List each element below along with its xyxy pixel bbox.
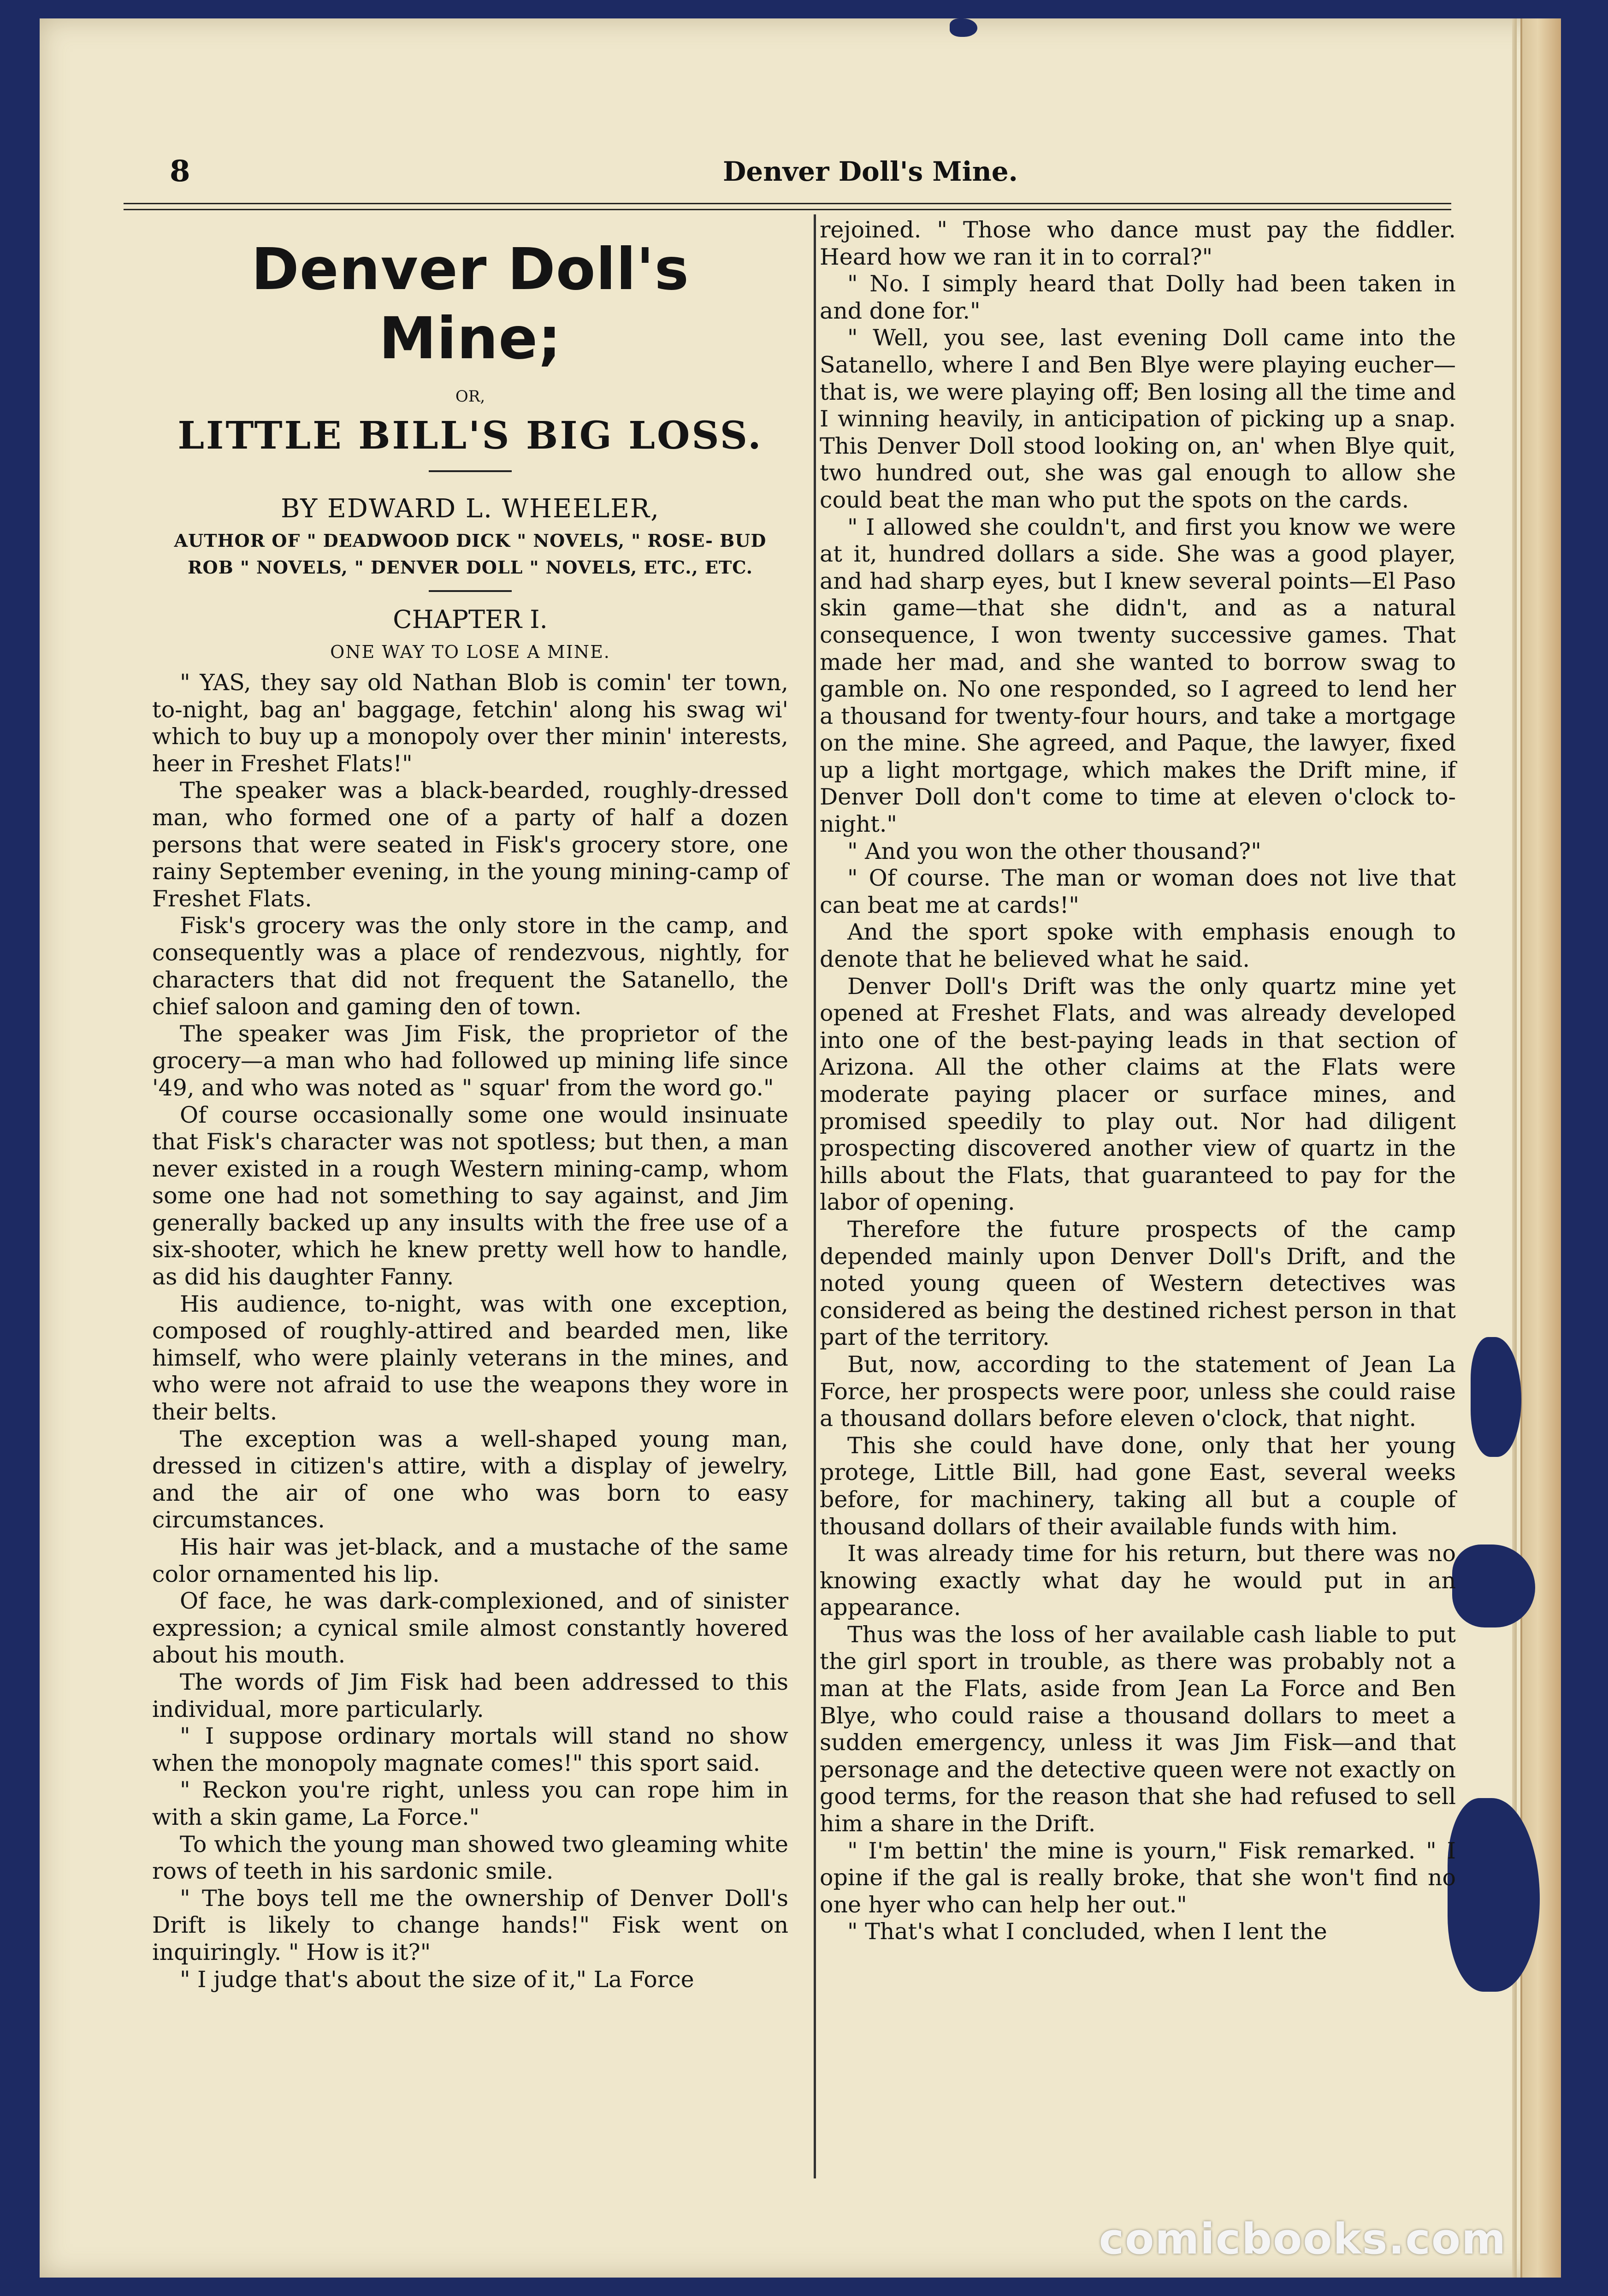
header-rule: [124, 203, 1451, 210]
paragraph: It was already time for his return, but there was no knowing exactly what day he would put in an appearance.: [820, 1540, 1456, 1621]
paragraph: The speaker was Jim Fisk, the proprietor of the grocery—a man who had followed up mining life since '49, and who was noted as " squar' from the word go.": [152, 1020, 788, 1101]
paragraph: " Reckon you're right, unless you can rope him in with a skin game, La Force.": [152, 1777, 788, 1830]
paragraph: " YAS, they say old Nathan Blob is comin' ter town, to-night, bag an' baggage, fetchin' along his swag wi' which to buy up a monopoly over ther minin' interests, heer in Freshet Flats!": [152, 669, 788, 777]
paragraph: Therefore the future prospects of the camp depended mainly upon Denver Doll's Drift, and the noted young queen of Western detectives was considered as being the destined richest person in that part of the territory.: [820, 1216, 1456, 1351]
left-column: [152, 217, 788, 1993]
running-title: Denver Doll's Mine.: [723, 156, 1018, 187]
chapter-rule: [429, 590, 512, 592]
paragraph: His audience, to-night, was with one exception, composed of roughly-attired and bearded men, like himself, who were plainly veterans in the mines, and who were not afraid to use the weapons they wore in their belts.: [152, 1290, 788, 1426]
paragraph: Thus was the loss of her available cash liable to put the girl sport in trouble, as there was probably not a man at the Flats, aside from Jean La Force and Ben Blye, who could raise a thousand dollars to meet a sudden emergency, unless it was Jim Fisk—and that personage and the detective queen were not exactly on good terms, for the reason that she had refused to sell him a share in the Drift.: [820, 1621, 1456, 1837]
paragraph: To which the young man showed two gleaming white rows of teeth in his sardonic smile.: [152, 1831, 788, 1885]
paragraph: " The boys tell me the ownership of Denver Doll's Drift is likely to change hands!" Fisk went on inquiringly. " How is it?": [152, 1885, 788, 1965]
paragraph: The words of Jim Fisk had been addressed to this individual, more particularly.: [152, 1669, 788, 1722]
paragraph: His hair was jet-black, and a mustache of the same color ornamented his lip.: [152, 1534, 788, 1587]
paragraph: " And you won the other thousand?": [847, 838, 1261, 864]
right-column: [820, 217, 1456, 1946]
chapter-heading: CHAPTER I.: [393, 605, 548, 634]
story-subtitle: LITTLE BILL'S BIG LOSS.: [177, 414, 763, 458]
paragraph: Denver Doll's Drift was the only quartz mine yet opened at Freshet Flats, and was already developed into one of the best-paying leads in that section of Arizona. All the other claims at the Flats were moderate paying placer or surface mines, and promised speedily to play out. Nor had diligent prospecting discovered another view of quartz in the hills about the Flats, that guaranteed to pay for the labor of opening.: [820, 973, 1456, 1216]
paragraph: " I judge that's about the size of it," La Force: [180, 1966, 694, 1993]
title-or: OR,: [455, 387, 485, 406]
paragraph: But, now, according to the statement of Jean La Force, her prospects were poor, unless she could raise a thousand dollars before eleven o'clock, that night.: [820, 1351, 1456, 1432]
paragraph: " Well, you see, last evening Doll came into the Satanello, where I and Ben Blye were playing eucher—that is, we were playing off; Ben losing all the time and I winning heavily, in anticipation of picking up a snap. This Denver Doll stood looking on, an' when Blye quit, two hundred out, she was gal enough to allow she could beat the man who put the spots on the cards.: [820, 325, 1456, 513]
paragraph: " I suppose ordinary mortals will stand no show when the monopoly magnate comes!" this sport said.: [152, 1723, 788, 1776]
site-watermark: comicbooks.com: [1099, 2214, 1507, 2264]
paragraph: Of course occasionally some one would insinuate that Fisk's character was not spotless; but then, a man never existed in a rough Western mining-camp, whom some one had not something to say against, and Jim generally backed up any insults with the free use of a six-shooter, which he knew pretty well how to handle, as did his daughter Fanny.: [152, 1101, 788, 1290]
paragraph: " Of course. The man or woman does not live that can beat me at cards!": [820, 865, 1456, 918]
paragraph: " I allowed she couldn't, and first you know we were at it, hundred dollars a side. She was a good player, and had sharp eyes, but I knew several points—El Paso skin game—that she didn't, and as a natural consequence, I won twenty successive games. That made her mad, and she wanted to borrow swag to gamble on. No one responded, so I agreed to lend her a thousand for twenty-four hours, and take a mortgage on the mine. She agreed, and Paque, the lawyer, fixed up a light mortgage, which makes the Drift mine, if Denver Doll don't come to time at eleven o'clock to-night.": [820, 514, 1456, 838]
chapter-title: ONE WAY TO LOSE A MINE.: [330, 642, 610, 662]
paragraph: Fisk's grocery was the only store in the camp, and consequently was a place of rendezvous, nightly, for characters that did not frequent the Satanello, the chief saloon and gaming den of town.: [152, 912, 788, 1020]
paragraph: The exception was a well-shaped young man, dressed in citizen's attire, with a display of jewelry, and the air of one who was born to easy circumstances.: [152, 1426, 788, 1533]
story-title: Denver Doll's Mine;: [251, 236, 689, 372]
paragraph: " I'm bettin' the mine is yourn," Fisk remarked. " I opine if the gal is really broke, that she won't find no one hyer who can help her out.": [820, 1837, 1456, 1918]
paragraph: rejoined. " Those who dance must pay the fiddler. Heard how we ran it in to corral?": [820, 217, 1456, 270]
paragraph: " That's what I concluded, when I lent the: [847, 1918, 1327, 1945]
page-number: 8: [170, 154, 190, 189]
paragraph: Of face, he was dark-complexioned, and of sinister expression; a cynical smile almost constantly hovered about his mouth.: [152, 1588, 788, 1669]
paragraph: This she could have done, only that her young protege, Little Bill, had gone East, several weeks before, for machinery, taking all but a couple of thousand dollars of their available funds with him.: [820, 1432, 1456, 1540]
paragraph: " No. I simply heard that Dolly had been taken in and done for.": [820, 271, 1456, 324]
title-rule: [429, 470, 512, 472]
page-header: [124, 152, 1460, 194]
column-divider: [814, 214, 816, 2178]
byline: BY EDWARD L. WHEELER,: [281, 494, 660, 524]
author-credits: AUTHOR OF " DEADWOOD DICK " NOVELS, " ROSE- BUD ROB " NOVELS, " DENVER DOLL " NOVELS, ETC., ETC.: [174, 530, 767, 578]
paragraph: And the sport spoke with emphasis enough to denote that he believed what he said.: [820, 919, 1456, 973]
paragraph: The speaker was a black-bearded, roughly-dressed man, who formed one of a party of half a dozen persons that were seated in Fisk's grocery store, one rainy September evening, in the young mining-camp of Freshet Flats.: [152, 777, 788, 912]
torn-edge: [950, 18, 977, 37]
